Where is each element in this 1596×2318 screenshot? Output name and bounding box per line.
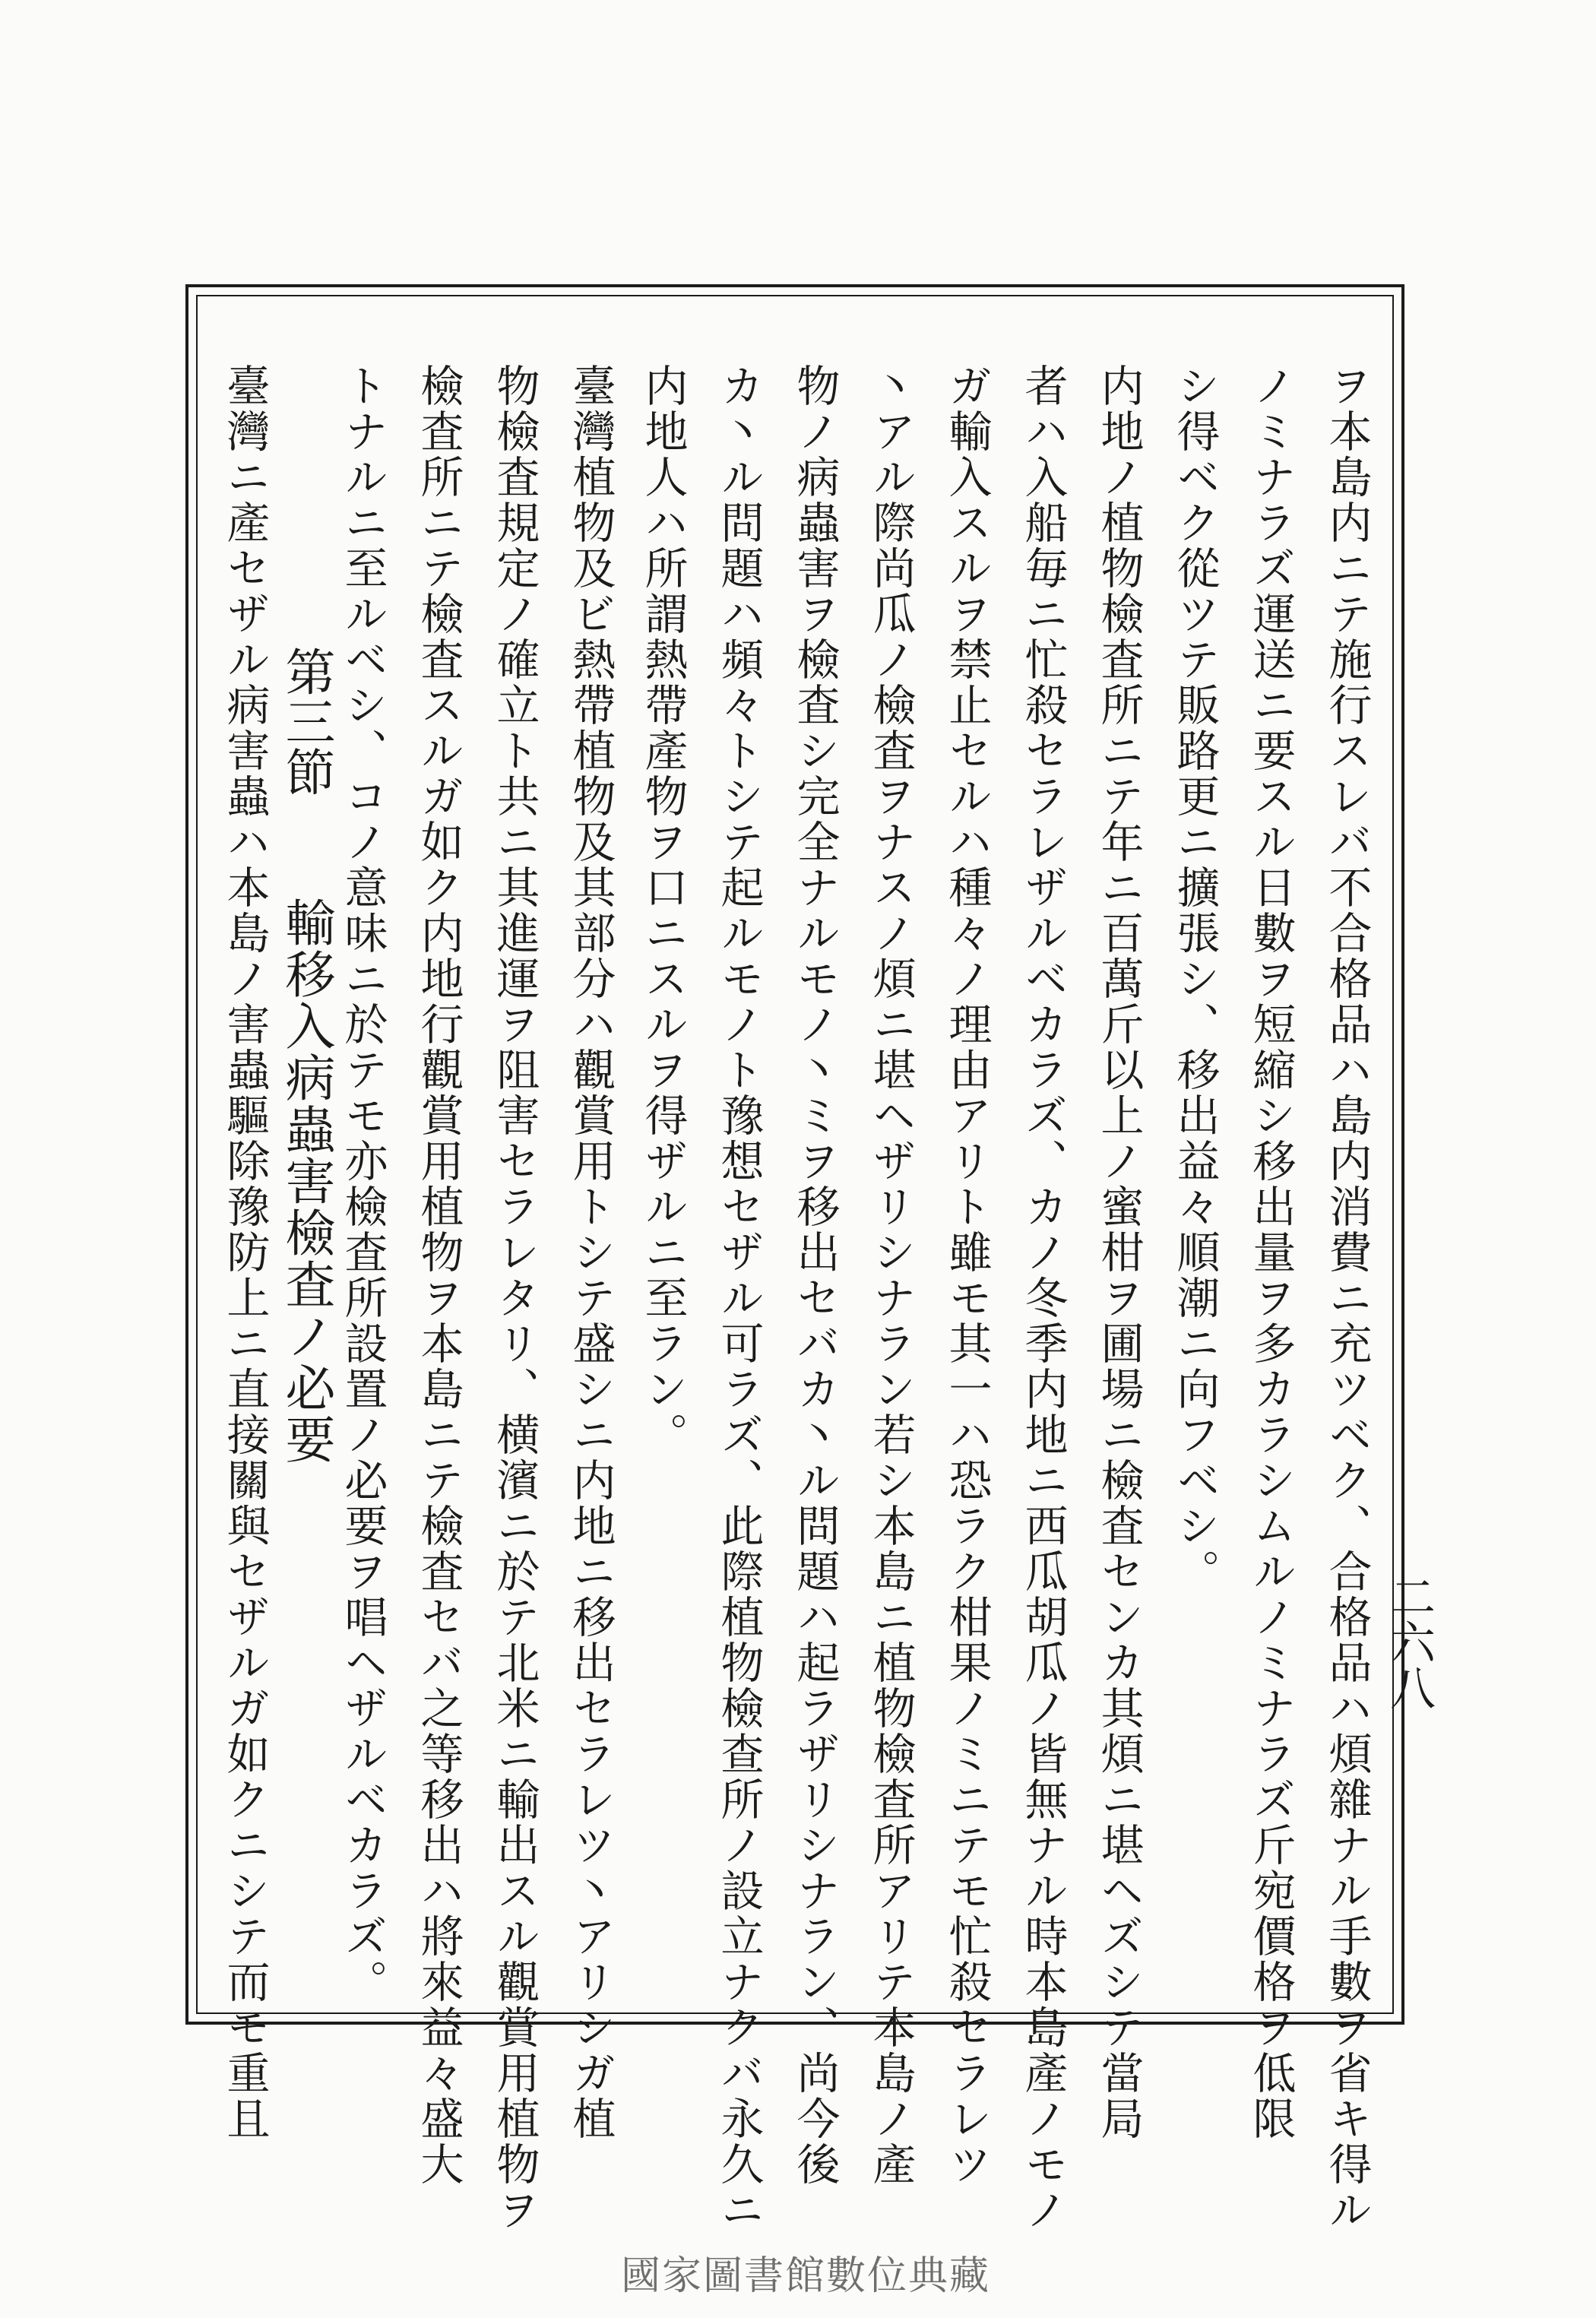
page-number: 二六八 [1382,1573,1436,1710]
text-column: カ丶ル問題ハ頻々トシテ起ルモノト豫想セザル可ラズ、此際植物檢查所ノ設立ナクバ永久ニ [714,363,764,2233]
text-column: 内地ノ植物檢査所ニテ年ニ百萬斤以上ノ蜜柑ヲ圃場ニ檢査センカ其煩ニ堪ヘズシテ當局 [1094,363,1144,2142]
text-column: 臺灣ニ產セザル病害蟲ハ本島ノ害蟲驅除豫防上ニ直接關與セザルガ如クニシテ而モ重且 [220,363,270,2142]
text-column: 者ハ入船毎ニ忙殺セラレザルベカラズ、カノ冬季内地ニ西瓜胡瓜ノ皆無ナル時本島產ノモノ [1018,363,1068,2233]
text-column: 物ノ病蟲害ヲ檢査シ完全ナルモノ丶ミヲ移出セバカ丶ル問題ハ起ラザリシナラン、尚今後 [790,363,840,2187]
section-title: 輸移入病蟲害檢査ノ必要 [277,897,335,1465]
text-column: ノミナラズ運送ニ要スル日數ヲ短縮シ移出量ヲ多カラシムルノミナラズ斤宛價格ヲ低限 [1246,363,1296,2142]
section-number: 第三節 [277,646,335,796]
footer-credit: 國家圖書館數位典藏 [620,2253,990,2299]
text-column: 丶アル際尚瓜ノ檢査ヲナスノ煩ニ堪ヘザリシナラン若シ本島ニ植物檢査所アリテ本島ノ產 [866,363,916,2187]
text-column: 内地人ハ所謂熱帶產物ヲ口ニスルヲ得ザルニ至ラン。 [638,363,688,1458]
text-column: シ得ベク從ツテ販路更ニ擴張シ、移出益々順潮ニ向フベシ。 [1170,363,1220,1594]
text-column: トナルニ至ルベシ、コノ意味ニ於テモ亦檢査所設置ノ必要ヲ唱ヘザルベカラズ。 [337,363,388,2005]
text-column: ガ輸入スルヲ禁止セルハ種々ノ理由アリト雖モ其一ハ恐ラク柑果ノミニテモ忙殺セラレツ [942,363,992,2187]
text-column: 物檢査規定ノ確立ト共ニ其進運ヲ阻害セラレタリ、横濱ニ於テ北米ニ輸出スル觀賞用植物ヲ [489,363,540,2233]
text-column: 檢査所ニテ檢査スルガ如ク内地行觀賞用植物ヲ本島ニテ檢査セバ之等移出ハ將來益々盛大 [413,363,464,2187]
text-column: ヲ本島内ニテ施行スレバ不合格品ハ島内消費ニ充ツベク、合格品ハ煩雜ナル手數ヲ省キ得ル [1322,363,1372,2233]
text-column: 臺灣植物及ビ熱帶植物及其部分ハ觀賞用トシテ盛シニ内地ニ移出セラレツ丶アリシガ植 [565,363,616,2142]
watermark-logo-subtitle [1034,1284,1353,1330]
